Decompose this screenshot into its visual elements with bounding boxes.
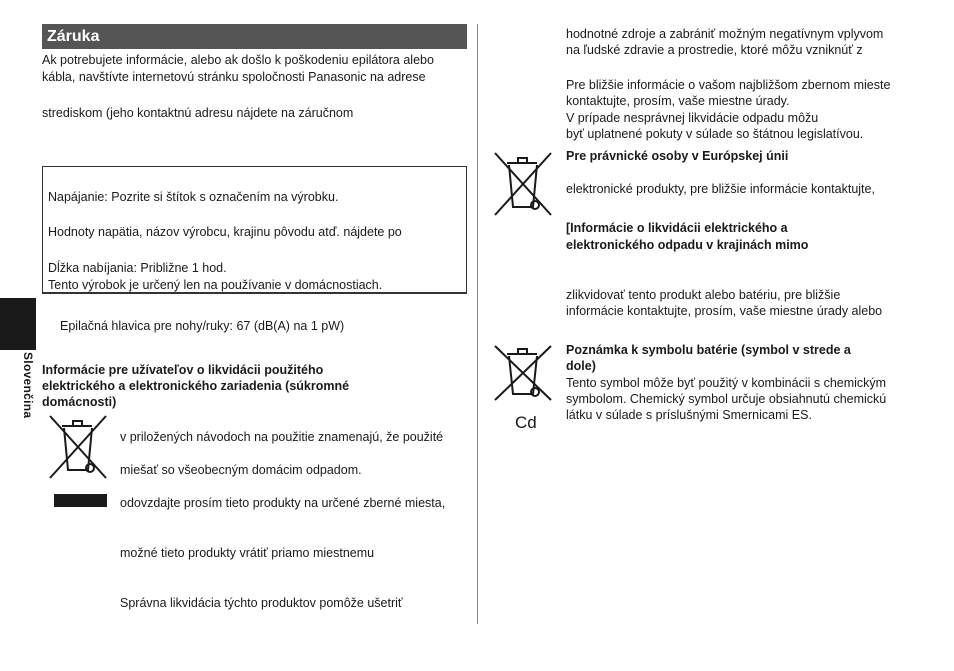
crossed-bin-icon: [493, 344, 555, 416]
info-line-3: V prípade nesprávnej likvidácie odpadu môžu: [566, 111, 819, 125]
warranty-text-line-3: strediskom (jeho kontaktnú adresu nájdete na záručnom: [42, 106, 354, 120]
info-line-1: Pre bližšie informácie o vašom najbližšom zbernom mieste: [566, 78, 891, 92]
outside-eu-text-line-1: zlikvidovať tento produkt alebo batériu, pre bližšie: [566, 288, 841, 302]
disposal-heading-line-3: domácnosti): [42, 395, 117, 409]
warranty-text-line-1: Ak potrebujete informácie, alebo ak došlo k poškodeniu epilátora alebo: [42, 53, 434, 67]
disposal-text-line-1: v priložených návodoch na použitie znamenajú, že použité: [120, 430, 444, 444]
intro-line-2: na ľudské zdravie a prostredie, ktoré môžu vzniknúť z: [566, 43, 863, 57]
spec-power: Napájanie: Pozrite si štítok s označením na výrobku.: [48, 190, 339, 204]
info-line-4: byť uplatnené pokuty v súlade so štátnou legislatívou.: [566, 127, 864, 141]
battery-heading-line-1: Poznámka k symbolu batérie (symbol v strede a: [566, 343, 851, 357]
outside-eu-heading-line-2: elektronického odpadu v krajinách mimo: [566, 238, 809, 252]
crossed-bin-icon: [48, 412, 110, 484]
language-label: Slovenčina: [21, 352, 35, 419]
language-tab: [0, 298, 36, 350]
outside-eu-heading-line-1: [Informácie o likvidácii elektrického a: [566, 221, 788, 235]
outside-eu-text-line-2: informácie kontaktujte, prosím, vaše miestne úrady alebo: [566, 304, 883, 318]
crossed-bin-icon: [493, 149, 555, 221]
column-divider: [477, 24, 478, 624]
warranty-text-line-2: kábla, navštívte internetovú stránku spoločnosti Panasonic na adrese: [42, 70, 426, 84]
spec-charging-time: Dĺžka nabíjania: Približne 1 hod.: [48, 261, 227, 275]
spec-voltage: Hodnoty napätia, názov výrobcu, krajinu pôvodu atď. nájdete po: [48, 225, 402, 239]
battery-text-line-2: symbolom. Chemický symbol určuje obsiahnutú chemickú: [566, 392, 887, 406]
intro-line-1: hodnotné zdroje a zabrániť možným negatívnym vplyvom: [566, 27, 884, 41]
disposal-heading-line-1: Informácie pre užívateľov o likvidácii použitého: [42, 363, 324, 377]
disposal-text-line-4: možné tieto produkty vrátiť priamo miestnemu: [120, 546, 375, 560]
disposal-heading-line-2: elektrického a elektronického zariadenia (súkromné: [42, 379, 350, 393]
section-title: Záruka: [47, 28, 100, 45]
disposal-text-line-2: miešať so všeobecným domácim odpadom.: [120, 463, 362, 477]
disposal-text-line-3: odovzdajte prosím tieto produkty na určené zberné miesta,: [120, 496, 446, 510]
legal-entities-text: elektronické produkty, pre bližšie informácie kontaktujte,: [566, 182, 875, 196]
disposal-text-line-5: Správna likvidácia týchto produktov pomôže ušetriť: [120, 596, 403, 610]
black-bar-symbol: [54, 494, 107, 507]
battery-text-line-3: látku v súlade s príslušnými Smernicami ES.: [566, 408, 812, 422]
battery-heading-line-2: dole): [566, 359, 596, 373]
noise-level: Epilačná hlavica pre nohy/ruky: 67 (dB(A) na 1 pW): [60, 319, 345, 333]
battery-text-line-1: Tento symbol môže byť použitý v kombinácii s chemickým: [566, 376, 887, 390]
cadmium-symbol: Cd: [515, 413, 537, 432]
legal-entities-heading: Pre právnické osoby v Európskej únii: [566, 149, 789, 163]
info-line-2: kontaktujte, prosím, vaše miestne úrady.: [566, 94, 790, 108]
spec-household-use: Tento výrobok je určený len na používanie v domácnostiach.: [48, 278, 383, 292]
section-header-warranty: [42, 24, 467, 49]
